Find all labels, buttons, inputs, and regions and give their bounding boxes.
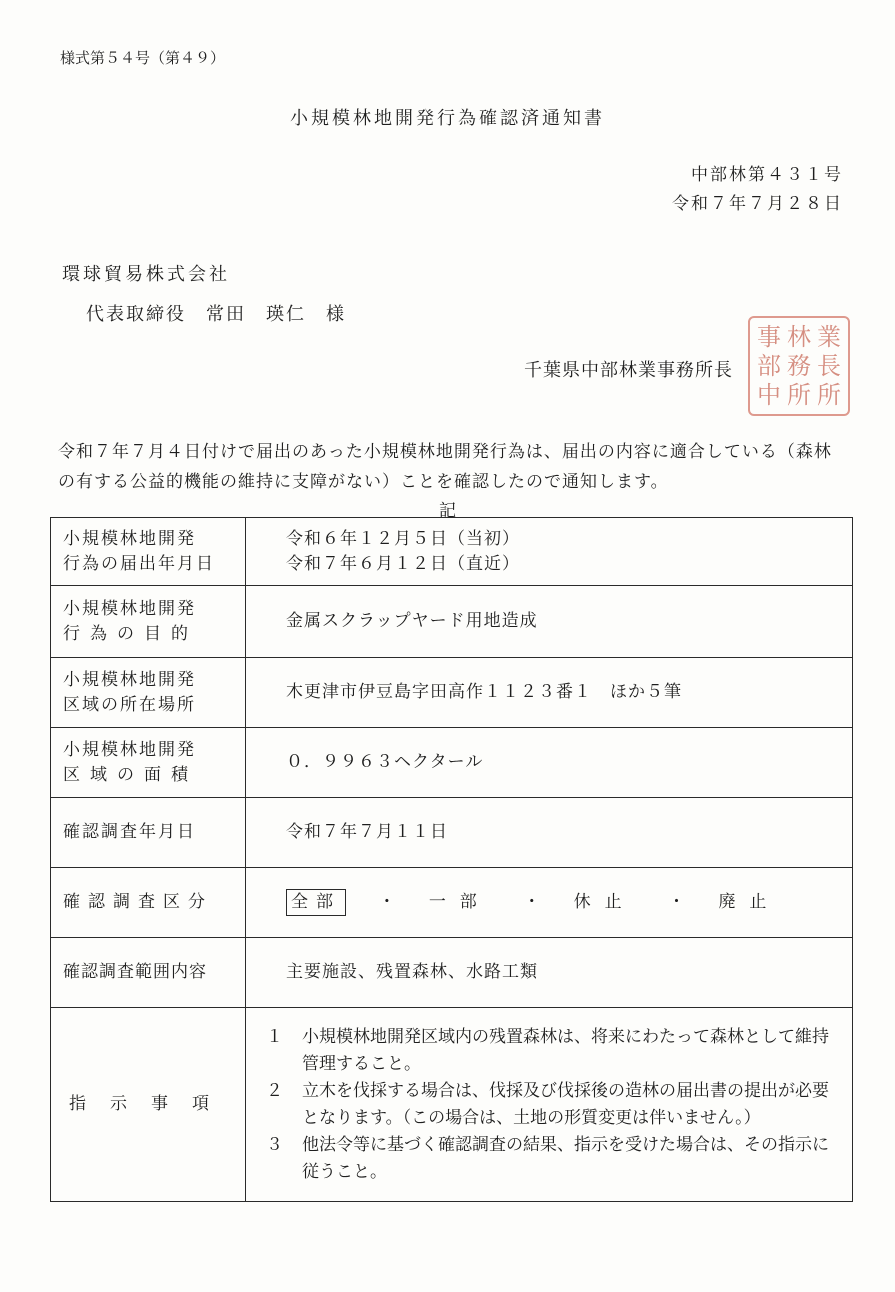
value-line: 令和６年１２月５日（当初） (286, 528, 520, 549)
instruction-text: 小規模林地開発区域内の残置森林は、将来にわたって森林として維持管理すること。 (302, 1026, 829, 1074)
instructions-list (246, 1008, 853, 1202)
date-value (246, 518, 853, 586)
table-row (51, 798, 853, 868)
table-row (51, 518, 853, 586)
category-selected: 全部 (286, 889, 346, 916)
category-separator: ・ (378, 892, 397, 912)
purpose-value: 金属スクラップヤード用地造成 (246, 586, 853, 658)
table-row (51, 868, 853, 938)
seal-char: 所 (817, 381, 841, 410)
recipient-representative: 代表取締役 常田 瑛仁 様 (86, 304, 346, 325)
instruction-text: 立木を伐採する場合は、伐採及び伐採後の造林の届出書の提出が必要となります。（この場合は、土地の形質変更は伴いません。） (302, 1080, 829, 1128)
label-line: 小規模林地開発 (63, 528, 196, 549)
instruction-number: ２ (266, 1080, 283, 1101)
table-row (51, 728, 853, 798)
seal-char: 中 (757, 381, 781, 410)
category-option: 廃止 (718, 892, 781, 912)
instruction-item (266, 1132, 836, 1186)
seal-char: 務 (787, 351, 811, 380)
instruction-item (266, 1078, 836, 1132)
table-row (51, 938, 853, 1008)
category-label: 確認調査区分 (51, 868, 246, 938)
table-row (51, 1008, 853, 1202)
area-value: ０．９９６３ヘクタール (246, 728, 853, 798)
value-line: 令和７年６月１２日（直近） (286, 553, 520, 574)
ki-heading: 記 (439, 501, 456, 521)
recipient-company: 環球貿易株式会社 (62, 264, 230, 285)
scope-label: 確認調査範囲内容 (51, 938, 246, 1008)
seal-char: 所 (787, 381, 811, 410)
document-number: 中部林第４３１号 (691, 165, 843, 185)
seal-char: 部 (757, 351, 781, 380)
survey-date-label: 確認調査年月日 (51, 798, 246, 868)
category-option: 休止 (573, 892, 636, 912)
location-label (51, 658, 246, 728)
document-title: 小規模林地開発行為確認済通知書 (290, 108, 605, 129)
survey-date-value: 令和７年７月１１日 (246, 798, 853, 868)
instruction-number: ３ (266, 1134, 283, 1155)
label-line: 小規模林地開発 (63, 739, 196, 760)
instruction-text: 他法令等に基づく確認調査の結果、指示を受けた場合は、その指示に従うこと。 (302, 1134, 829, 1182)
label-line: 小規模林地開発 (63, 598, 196, 619)
instruction-number: １ (266, 1026, 283, 1047)
instructions-label: 指示事項 (51, 1008, 246, 1202)
seal-char: 林 (787, 322, 811, 351)
category-separator: ・ (523, 892, 542, 912)
location-value: 木更津市伊豆島字田高作１１２３番１ ほか５筆 (246, 658, 853, 728)
category-value (246, 868, 853, 938)
label-line: 行為の届出年月日 (63, 553, 215, 574)
label-line: 行為の目的 (63, 623, 198, 644)
document-date: 令和７年７月２８日 (672, 194, 843, 214)
seal-char: 事 (757, 322, 781, 351)
seal-char: 長 (817, 351, 841, 380)
notice-body: 令和７年７月４日付けで届出のあった小規模林地開発行為は、届出の内容に適合している（森林の有する公益的機能の維持に支障がない）ことを確認したので通知します。 (58, 442, 832, 492)
official-seal (748, 316, 850, 416)
issuer-name: 千葉県中部林業事務所長 (524, 360, 733, 381)
date-label (51, 518, 246, 586)
label-line: 区域の面積 (63, 764, 198, 785)
purpose-label (51, 586, 246, 658)
category-separator: ・ (668, 892, 687, 912)
table-row (51, 658, 853, 728)
label-line: 小規模林地開発 (63, 669, 196, 690)
table-row (51, 586, 853, 658)
form-number: 様式第５４号（第４９） (60, 49, 226, 67)
details-table (50, 517, 853, 1202)
seal-char: 業 (817, 322, 841, 351)
area-label (51, 728, 246, 798)
scope-value: 主要施設、残置森林、水路工類 (246, 938, 853, 1008)
instruction-item (266, 1024, 836, 1078)
category-option: 一部 (428, 892, 491, 912)
label-line: 区域の所在場所 (63, 694, 196, 715)
